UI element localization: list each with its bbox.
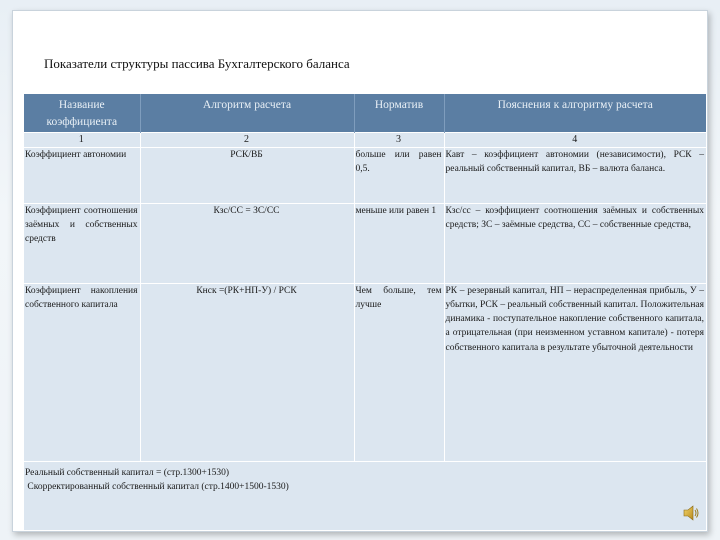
- ratio-name: Коэффициент соотношения заёмных и собственных средств: [24, 203, 140, 283]
- table-row: [24, 203, 706, 283]
- ratio-explanation: РК – резервный капитал, НП – нераспределенная прибыль, У – убытки, РСК – реальный собственный капитал. Положительная динамика - поступательное накопление собственного капитала, а отрицательная (при неизменном уставном капитале) - потеря собственного капитала в результате убыточной деятельности: [444, 283, 706, 461]
- data-table: [24, 94, 706, 530]
- header-name: Название коэффициента: [24, 94, 140, 132]
- ratio-norm: больше или равен 0,5.: [354, 147, 444, 203]
- ratio-formula: Кзс/СС = ЗС/СС: [140, 203, 354, 283]
- ratio-explanation: Кавт – коэффициент автономии (независимости), РСК – реальный собственный капитал, ВБ – валюта баланса.: [444, 147, 706, 203]
- ratio-norm: меньше или равен 1: [354, 203, 444, 283]
- number-row: [24, 132, 706, 147]
- speaker-icon[interactable]: [682, 504, 700, 522]
- ratio-name: Коэффициент автономии: [24, 147, 140, 203]
- table-row: [24, 147, 706, 203]
- col-number: 2: [140, 132, 354, 147]
- header-explanation: Пояснения к алгоритму расчета: [444, 94, 706, 132]
- header-row: [24, 94, 706, 132]
- footer-line-adjusted-capital: Скорректированный собственный капитал (стр.1400+1500-1530): [25, 481, 289, 492]
- slide-title: Показатели структуры пассива Бухгалтерского баланса: [44, 56, 350, 71]
- footer-note: [24, 461, 706, 530]
- col-number: 1: [24, 132, 140, 147]
- col-number: 3: [354, 132, 444, 147]
- footer-row: [24, 461, 706, 530]
- footer-line-real-capital: Реальный собственный капитал = (стр.1300+1530): [25, 467, 230, 478]
- col-number: 4: [444, 132, 706, 147]
- ratio-name: Коэффициент накопления собственного капитала: [24, 283, 140, 461]
- ratio-formula: Кнск =(РК+НП-У) / РСК: [140, 283, 354, 461]
- ratio-norm: Чем больше, тем лучше: [354, 283, 444, 461]
- header-algorithm: Алгоритм расчета: [140, 94, 354, 132]
- header-norm: Норматив: [354, 94, 444, 132]
- ratio-explanation: Кзс/сс – коэффициент соотношения заёмных и собственных средств; ЗС – заёмные средства, СС – собственные средства,: [444, 203, 706, 283]
- table-row: [24, 283, 706, 461]
- ratio-formula: РСК/ВБ: [140, 147, 354, 203]
